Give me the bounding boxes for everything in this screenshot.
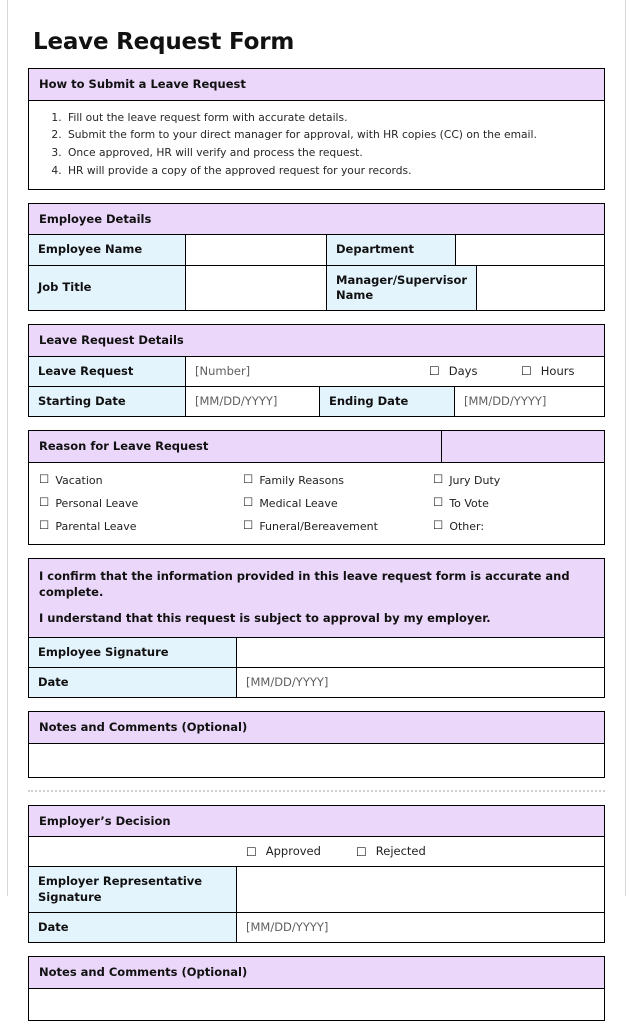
starting-date-label: Starting Date xyxy=(29,387,186,416)
employer-decision-header: Employer’s Decision xyxy=(29,806,604,837)
checkbox-icon[interactable]: ☐ xyxy=(39,472,50,487)
table-row xyxy=(29,386,604,416)
confirmation-statement xyxy=(29,559,604,637)
checkbox-icon[interactable]: ☐ xyxy=(246,844,257,859)
checkbox-icon[interactable]: ☐ xyxy=(243,495,254,510)
employer-date-field[interactable]: [MM/DD/YYYY] xyxy=(246,919,329,934)
checkbox-icon[interactable]: ☐ xyxy=(433,472,444,487)
employer-notes-header: Notes and Comments (Optional) xyxy=(29,957,604,988)
employer-decision-section xyxy=(28,805,605,943)
starting-date-field[interactable]: [MM/DD/YYYY] xyxy=(186,387,320,416)
employer-notes-field[interactable] xyxy=(29,988,604,1020)
table-row xyxy=(29,866,604,911)
employee-date-field[interactable]: [MM/DD/YYYY] xyxy=(246,674,329,689)
checkbox-icon[interactable]: ☐ xyxy=(521,364,532,379)
confirmation-section xyxy=(28,558,605,698)
reason-option-label: Family Reasons xyxy=(259,473,345,487)
reason-option-label: Other: xyxy=(449,519,485,533)
reason-option-funeral-bereavement[interactable] xyxy=(243,520,433,533)
days-checkbox-label: Days xyxy=(448,363,478,378)
table-row xyxy=(29,637,604,667)
job-title-field[interactable] xyxy=(186,266,327,310)
reason-option-label: Medical Leave xyxy=(259,496,338,510)
representative-signature-field[interactable] xyxy=(237,867,604,894)
list-item: 2. Submit the form to your direct manager for approval, with HR copies (CC) on the email. xyxy=(65,126,594,144)
checkbox-icon[interactable]: ☐ xyxy=(39,495,50,510)
reason-option-label: Personal Leave xyxy=(55,496,139,510)
reason-header-spacer xyxy=(442,431,604,462)
reason-option-family-reasons[interactable] xyxy=(243,474,433,487)
table-row xyxy=(29,234,604,264)
reason-row xyxy=(29,463,604,492)
rejected-checkbox-wrapper[interactable] xyxy=(356,844,426,859)
checkbox-icon[interactable]: ☐ xyxy=(39,518,50,533)
hours-checkbox-label: Hours xyxy=(540,363,575,378)
manager-label: Manager/Supervisor Name xyxy=(327,266,477,310)
reason-option-vacation[interactable] xyxy=(29,474,243,487)
approved-checkbox-wrapper[interactable] xyxy=(246,844,321,859)
ending-date-label: Ending Date xyxy=(320,387,455,416)
reason-checkbox-grid xyxy=(29,462,604,544)
decision-row-spacer xyxy=(29,837,237,866)
employee-notes-header: Notes and Comments (Optional) xyxy=(29,712,604,743)
department-field[interactable] xyxy=(456,235,604,264)
employee-details-section xyxy=(28,203,605,311)
reason-option-other[interactable] xyxy=(433,520,604,533)
reason-option-personal-leave[interactable] xyxy=(29,497,243,510)
section-divider xyxy=(28,790,605,792)
approved-checkbox-option[interactable] xyxy=(237,837,347,866)
employee-notes-section xyxy=(28,711,605,778)
job-title-label: Job Title xyxy=(29,266,186,310)
reason-option-label: To Vote xyxy=(449,496,489,510)
reason-option-label: Jury Duty xyxy=(449,473,501,487)
list-item: 1. Fill out the leave request form with accurate details. xyxy=(65,109,594,127)
reason-option-label: Vacation xyxy=(55,473,103,487)
rejected-checkbox-label: Rejected xyxy=(375,844,426,859)
reason-option-label: Parental Leave xyxy=(55,519,137,533)
days-checkbox-option[interactable] xyxy=(420,357,512,386)
checkbox-icon[interactable]: ☐ xyxy=(429,364,440,379)
hours-checkbox-wrapper[interactable] xyxy=(521,364,574,379)
employee-details-header: Employee Details xyxy=(29,204,604,235)
reason-row xyxy=(29,515,604,544)
form-content xyxy=(28,0,605,1021)
ending-date-field[interactable]: [MM/DD/YYYY] xyxy=(464,393,547,408)
reason-option-label: Funeral/Bereavement xyxy=(259,519,378,533)
manager-field[interactable] xyxy=(477,266,604,310)
list-item: 3. Once approved, HR will verify and process the request. xyxy=(65,144,594,162)
employer-date-label: Date xyxy=(29,913,237,942)
checkbox-icon[interactable]: ☐ xyxy=(243,472,254,487)
checkbox-icon[interactable]: ☐ xyxy=(243,518,254,533)
instructions-header: How to Submit a Leave Request xyxy=(29,69,604,100)
instructions-list xyxy=(39,109,594,180)
confirmation-line-1: I confirm that the information provided in this leave request form is accurate and complete. xyxy=(39,568,570,600)
hours-checkbox-option[interactable] xyxy=(512,357,604,386)
table-row xyxy=(29,912,604,942)
employee-date-label: Date xyxy=(29,668,237,697)
leave-request-details-section xyxy=(28,324,605,417)
instructions-section xyxy=(28,68,605,190)
instructions-body xyxy=(29,100,604,189)
representative-signature-label: Employer Representative Signature xyxy=(29,867,237,911)
leave-request-details-header: Leave Request Details xyxy=(29,325,604,356)
reason-option-to-vote[interactable] xyxy=(433,497,604,510)
table-row xyxy=(29,265,604,310)
reason-option-jury-duty[interactable] xyxy=(433,474,604,487)
employee-notes-field[interactable] xyxy=(29,743,604,777)
reason-section xyxy=(28,430,605,545)
checkbox-icon[interactable]: ☐ xyxy=(433,495,444,510)
employee-signature-field[interactable] xyxy=(237,638,604,665)
list-item: 4. HR will provide a copy of the approved request for your records. xyxy=(65,162,594,180)
days-checkbox-wrapper[interactable] xyxy=(429,364,477,379)
employee-signature-label: Employee Signature xyxy=(29,638,237,667)
form-page xyxy=(7,0,626,979)
approved-checkbox-label: Approved xyxy=(265,844,321,859)
reason-header: Reason for Leave Request xyxy=(29,431,442,462)
rejected-checkbox-option[interactable] xyxy=(347,837,604,866)
confirmation-line-2: I understand that this request is subject to approval by my employer. xyxy=(39,610,491,625)
leave-request-label: Leave Request xyxy=(29,357,186,386)
reason-option-medical-leave[interactable] xyxy=(243,497,433,510)
reason-option-parental-leave[interactable] xyxy=(29,520,243,533)
decision-checkbox-row xyxy=(29,836,604,866)
checkbox-icon[interactable]: ☐ xyxy=(433,518,444,533)
reason-row xyxy=(29,492,604,515)
checkbox-icon[interactable]: ☐ xyxy=(356,844,367,859)
reason-header-row xyxy=(29,431,604,462)
page-title: Leave Request Form xyxy=(33,29,295,55)
department-label: Department xyxy=(327,235,456,264)
employer-notes-section xyxy=(28,956,605,1021)
employee-name-field[interactable] xyxy=(186,235,327,264)
employee-name-label: Employee Name xyxy=(29,235,186,264)
leave-request-number-field[interactable]: [Number] xyxy=(195,363,251,378)
confirmation-spacer xyxy=(39,601,594,610)
table-row xyxy=(29,356,604,386)
table-row xyxy=(29,667,604,697)
